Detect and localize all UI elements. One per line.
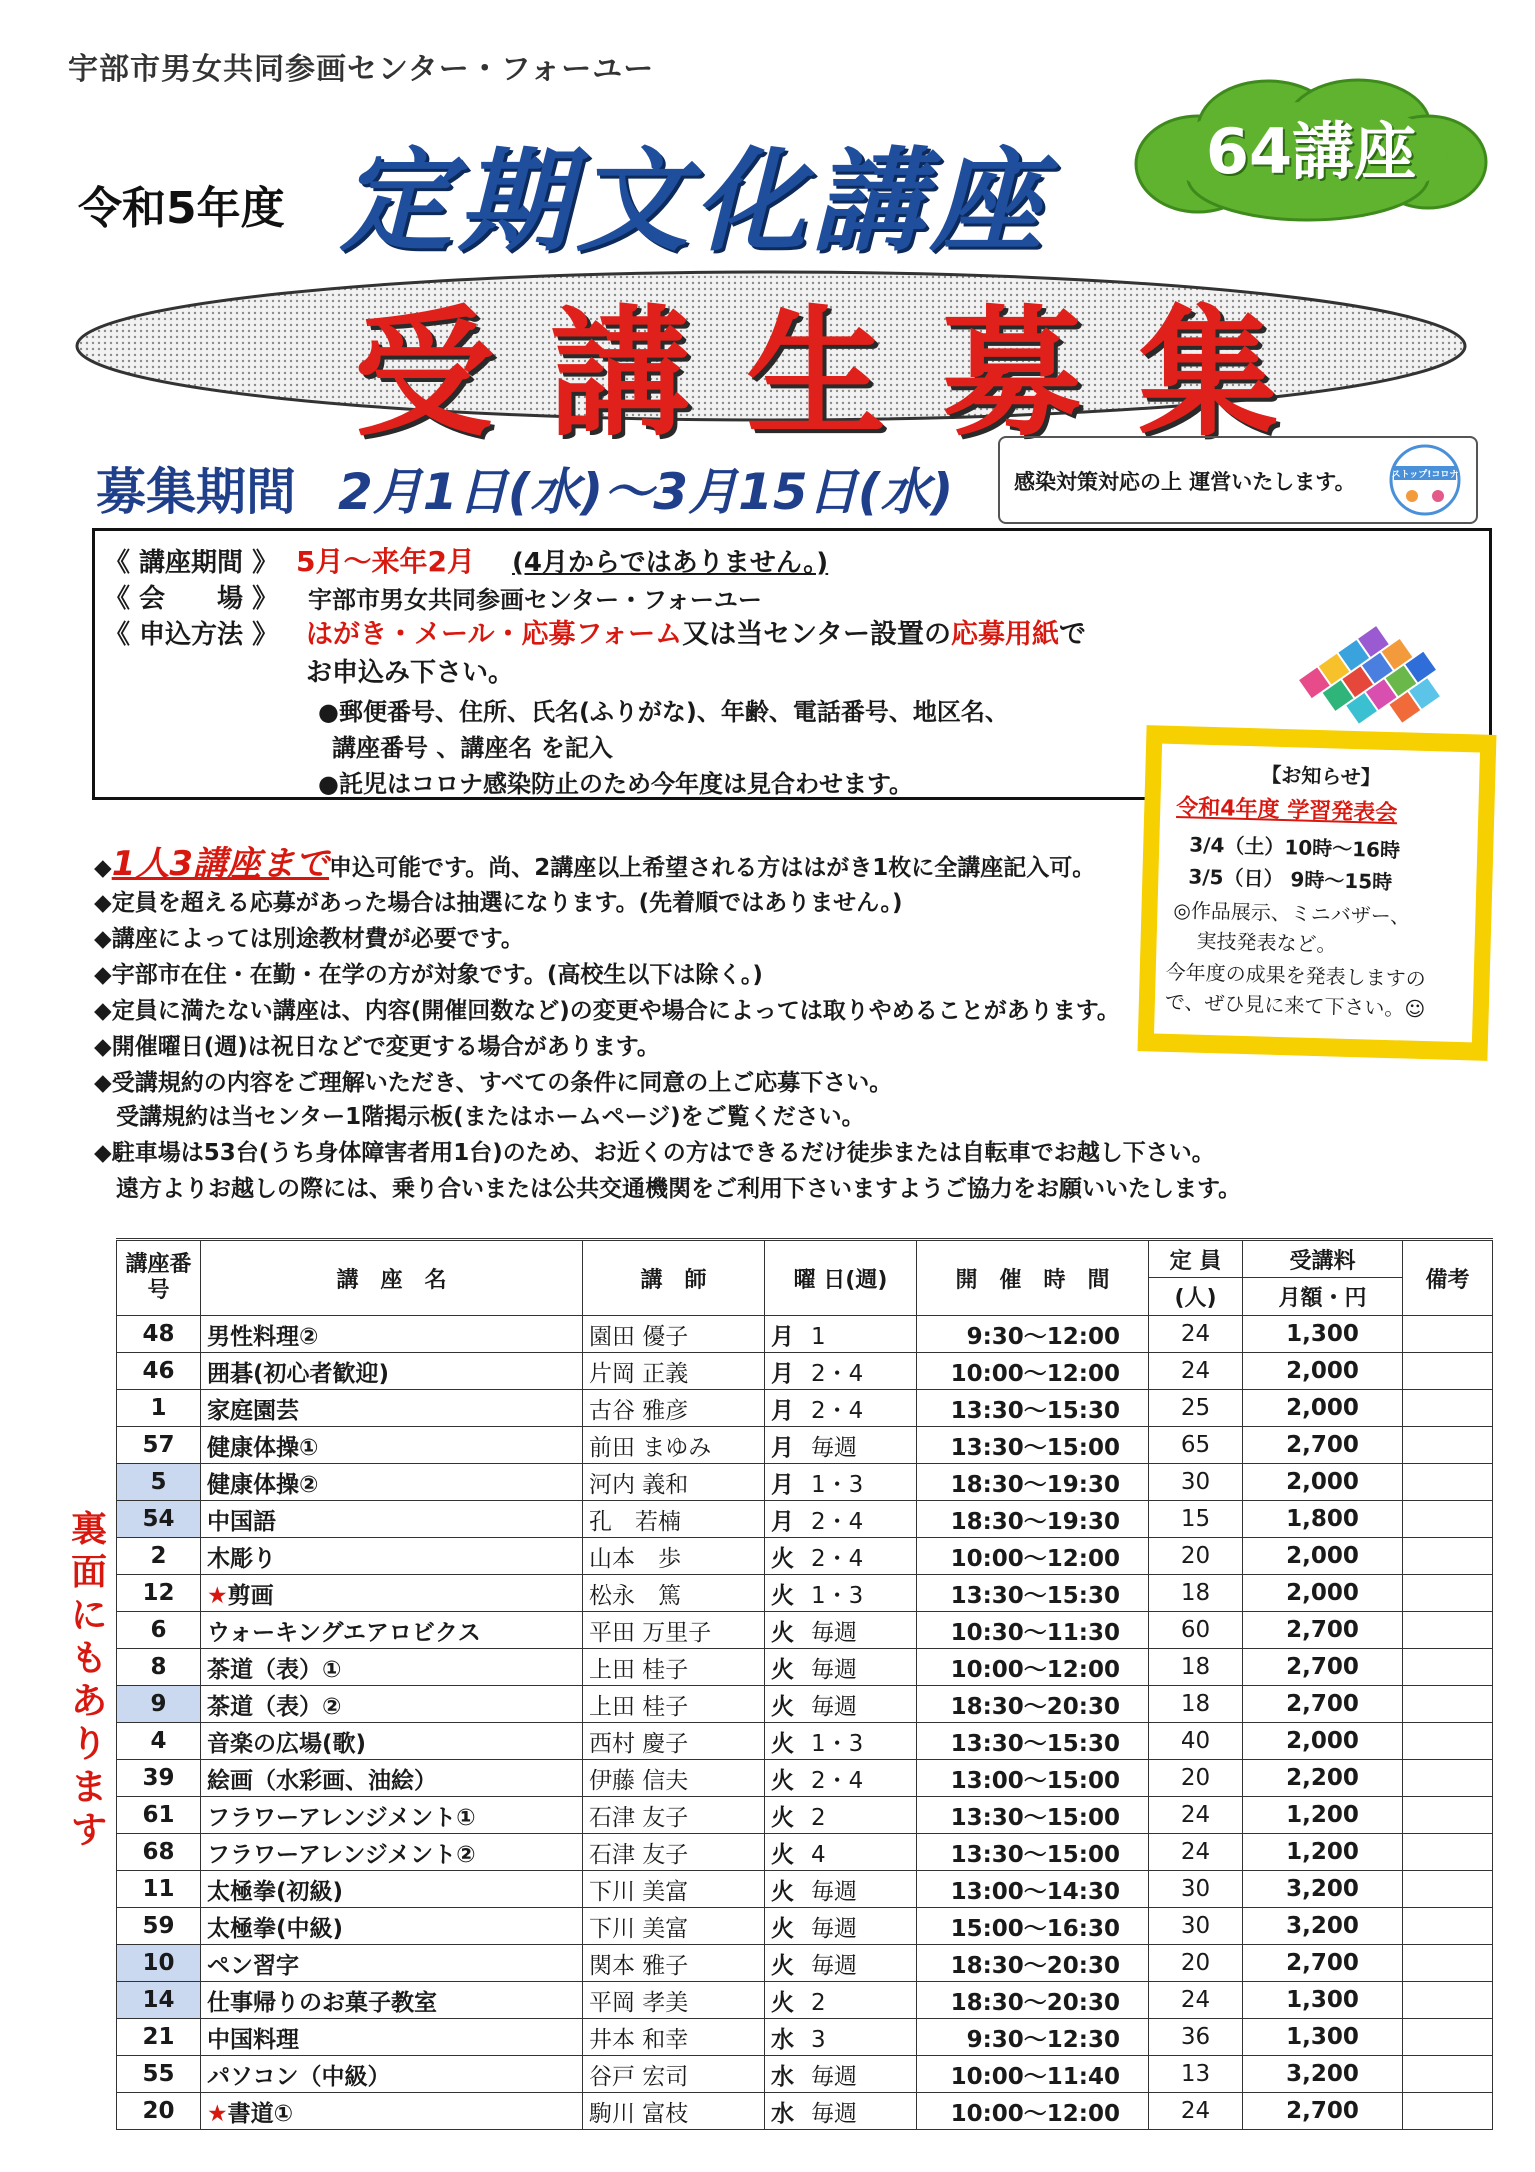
course-fee: 1,300	[1243, 1982, 1403, 2019]
course-fee: 1,200	[1243, 1834, 1403, 1871]
header-time: 開 催 時 間	[917, 1240, 1149, 1316]
course-teacher: 関本 雅子	[583, 1945, 765, 1982]
course-fee: 2,000	[1243, 1390, 1403, 1427]
course-name: 家庭園芸	[201, 1390, 583, 1427]
course-capacity: 20	[1149, 1945, 1243, 1982]
recruitment-banner: 受講生募集	[354, 293, 1335, 456]
course-capacity: 13	[1149, 2056, 1243, 2093]
course-number: 54	[117, 1501, 201, 1538]
course-day: 火 2・4	[765, 1538, 917, 1575]
course-time: 13:00～14:30	[917, 1871, 1149, 1908]
course-teacher: 孔 若楠	[583, 1501, 765, 1538]
course-day: 火 2・4	[765, 1760, 917, 1797]
course-name: ★書道①	[201, 2093, 583, 2130]
course-number: 46	[117, 1353, 201, 1390]
course-day: 火 毎週	[765, 1908, 917, 1945]
rule-1-rest: 申込可能です。尚、2講座以上希望される方ははがき1枚に全講座記入可。	[329, 855, 1096, 881]
course-capacity: 40	[1149, 1723, 1243, 1760]
course-name: 茶道（表）①	[201, 1649, 583, 1686]
course-day: 月 1	[765, 1316, 917, 1353]
course-fee: 2,000	[1243, 1575, 1403, 1612]
rule-1: ◆1人3講座まで申込可能です。尚、2講座以上希望される方ははがき1枚に全講座記入可。	[94, 844, 1096, 884]
course-fee: 2,700	[1243, 1945, 1403, 1982]
course-day: 火 毎週	[765, 1871, 917, 1908]
course-day: 火 毎週	[765, 1612, 917, 1649]
header-fee-unit: 月額・円	[1243, 1278, 1403, 1316]
course-capacity: 25	[1149, 1390, 1243, 1427]
table-row	[117, 1538, 1493, 1575]
course-number: 57	[117, 1427, 201, 1464]
course-name: パソコン（中級）	[201, 2056, 583, 2093]
course-capacity: 18	[1149, 1649, 1243, 1686]
course-time: 18:30～20:30	[917, 1982, 1149, 2019]
course-name: 仕事帰りのお菓子教室	[201, 1982, 583, 2019]
course-capacity: 24	[1149, 2093, 1243, 2130]
rule-4: ◆宇部市在住・在勤・在学の方が対象です。(高校生以下は除く。)	[94, 962, 763, 988]
course-number: 11	[117, 1871, 201, 1908]
apply-mid: 又は当センター設置の	[682, 619, 952, 650]
stop-corona-logo-icon	[1382, 442, 1468, 518]
organization-name: 宇部市男女共同参画センター・フォーユー	[68, 52, 655, 87]
course-fee: 3,200	[1243, 1871, 1403, 1908]
course-teacher: 下川 美富	[583, 1871, 765, 1908]
table-row	[117, 1612, 1493, 1649]
course-time: 10:00～12:00	[917, 2093, 1149, 2130]
course-fee: 3,200	[1243, 1908, 1403, 1945]
course-teacher: 駒川 富枝	[583, 2093, 765, 2130]
table-row	[117, 1908, 1493, 1945]
header-day: 曜 日(週)	[765, 1240, 917, 1316]
course-time: 18:30～20:30	[917, 1686, 1149, 1723]
course-teacher: 上田 桂子	[583, 1649, 765, 1686]
course-time: 10:30～11:30	[917, 1612, 1149, 1649]
course-teacher: 石津 友子	[583, 1797, 765, 1834]
rule-8: ◆駐車場は53台(うち身体障害者用1台)のため、お近くの方はできるだけ徒歩または自転車でお越し下さい。	[94, 1140, 1215, 1166]
course-note	[1403, 1982, 1493, 2019]
rule-8b: 遠方よりお越しの際には、乗り合いまたは公共交通機関をご利用下さいますようご協力をお願いいたします。	[116, 1176, 1242, 1202]
course-number: 10	[117, 1945, 201, 1982]
course-note	[1403, 2019, 1493, 2056]
course-fee: 1,800	[1243, 1501, 1403, 1538]
table-row	[117, 1797, 1493, 1834]
course-name: 中国語	[201, 1501, 583, 1538]
course-note	[1403, 1427, 1493, 1464]
table-row	[117, 1390, 1493, 1427]
table-row	[117, 1501, 1493, 1538]
course-teacher: 伊藤 信夫	[583, 1760, 765, 1797]
notice-inner	[1154, 744, 1480, 1043]
table-row	[117, 1464, 1493, 1501]
course-capacity: 20	[1149, 1760, 1243, 1797]
course-fee: 2,000	[1243, 1723, 1403, 1760]
course-note	[1403, 2093, 1493, 2130]
table-row	[117, 2019, 1493, 2056]
table-row	[117, 1982, 1493, 2019]
venue-value: 宇部市男女共同参画センター・フォーユー	[308, 586, 762, 614]
notice-line-6: で、ぜひ見に来て下さい。☺	[1164, 989, 1426, 1022]
course-time: 13:30～15:00	[917, 1834, 1149, 1871]
course-capacity: 24	[1149, 1982, 1243, 2019]
course-teacher: 片岡 正義	[583, 1353, 765, 1390]
course-fee: 2,000	[1243, 1464, 1403, 1501]
course-day: 火 2	[765, 1797, 917, 1834]
rule-6: ◆開催曜日(週)は祝日などで変更する場合があります。	[94, 1034, 660, 1060]
recruitment-period-value: 2月1日(水)～3月15日(水)	[338, 463, 954, 521]
venue-label: 《 会 場 》	[104, 584, 279, 614]
course-period-note: (4月からではありません。)	[512, 548, 829, 578]
course-time: 10:00～12:00	[917, 1649, 1149, 1686]
course-time: 13:30～15:30	[917, 1723, 1149, 1760]
course-capacity: 60	[1149, 1612, 1243, 1649]
course-fee: 3,200	[1243, 2056, 1403, 2093]
course-number: 14	[117, 1982, 201, 2019]
table-row	[117, 1649, 1493, 1686]
apply-bullet-2: ●託児はコロナ感染防止のため今年度は見合わせます。	[318, 770, 914, 798]
course-number: 55	[117, 2056, 201, 2093]
course-name: フラワーアレンジメント①	[201, 1797, 583, 1834]
rule-2: ◆定員を超える応募があった場合は抽選になります。(先着順ではありません。)	[94, 890, 903, 916]
course-time: 10:00～11:40	[917, 2056, 1149, 2093]
course-day: 火 1・3	[765, 1723, 917, 1760]
course-note	[1403, 1649, 1493, 1686]
course-number: 21	[117, 2019, 201, 2056]
apply-method-line	[306, 612, 1086, 651]
notice-date-1: 3/4（土）10時～16時	[1188, 832, 1401, 863]
notice-line-4: 実技発表など。	[1196, 928, 1337, 957]
course-name: 絵画（水彩画、油絵）	[201, 1760, 583, 1797]
course-teacher: 古谷 雅彦	[583, 1390, 765, 1427]
course-fee: 2,700	[1243, 2093, 1403, 2130]
course-time: 9:30～12:30	[917, 2019, 1149, 2056]
notice-line-3: ◎作品展示、ミニバザー、	[1173, 898, 1411, 929]
course-day: 火 毎週	[765, 1686, 917, 1723]
course-capacity: 30	[1149, 1871, 1243, 1908]
course-name: フラワーアレンジメント②	[201, 1834, 583, 1871]
course-fee: 2,200	[1243, 1760, 1403, 1797]
star-icon: ★	[207, 2100, 228, 2127]
course-time: 18:30～20:30	[917, 1945, 1149, 1982]
course-fee: 2,700	[1243, 1612, 1403, 1649]
course-time: 9:30～12:00	[917, 1316, 1149, 1353]
table-row	[117, 1945, 1493, 1982]
course-rows	[117, 1316, 1493, 2130]
rule-1-highlight: 1人3講座まで	[111, 844, 330, 884]
course-time: 13:30～15:00	[917, 1427, 1149, 1464]
course-fee: 2,700	[1243, 1427, 1403, 1464]
apply-line2: お申込み下さい。	[306, 658, 515, 688]
course-note	[1403, 1538, 1493, 1575]
notice-card	[1138, 725, 1497, 1061]
course-day: 水 3	[765, 2019, 917, 2056]
course-note	[1403, 1908, 1493, 1945]
course-capacity: 36	[1149, 2019, 1243, 2056]
course-capacity: 24	[1149, 1797, 1243, 1834]
apply-methods: はがき・メール・応募フォーム	[306, 619, 683, 650]
notice-line-5: 今年度の成果を発表しますの	[1165, 959, 1426, 992]
course-capacity: 15	[1149, 1501, 1243, 1538]
course-teacher: 平岡 孝美	[583, 1982, 765, 2019]
notice-heading: 【お知らせ】	[1260, 762, 1381, 790]
course-capacity: 18	[1149, 1686, 1243, 1723]
course-note	[1403, 1686, 1493, 1723]
table-row	[117, 1834, 1493, 1871]
covid-notice	[998, 436, 1478, 524]
course-capacity: 30	[1149, 1464, 1243, 1501]
course-fee: 2,000	[1243, 1353, 1403, 1390]
notice-title: 令和4年度 学習発表会	[1175, 795, 1398, 827]
course-note	[1403, 1760, 1493, 1797]
table-row	[117, 2056, 1493, 2093]
table-row	[117, 1427, 1493, 1464]
course-capacity: 18	[1149, 1575, 1243, 1612]
course-teacher: 下川 美富	[583, 1908, 765, 1945]
rule-7b: 受講規約は当センター1階掲示板(またはホームページ)をご覧ください。	[116, 1104, 865, 1130]
course-time: 15:00～16:30	[917, 1908, 1149, 1945]
course-note	[1403, 2056, 1493, 2093]
course-capacity: 65	[1149, 1427, 1243, 1464]
course-time: 13:30～15:30	[917, 1390, 1149, 1427]
table-row	[117, 1871, 1493, 1908]
course-capacity: 30	[1149, 1908, 1243, 1945]
course-day: 火 毎週	[765, 1649, 917, 1686]
course-note	[1403, 1612, 1493, 1649]
course-note	[1403, 1501, 1493, 1538]
course-time: 10:00～12:00	[917, 1353, 1149, 1390]
course-teacher: 平田 万里子	[583, 1612, 765, 1649]
course-note	[1403, 1464, 1493, 1501]
apply-method-label: 《 申込方法 》	[104, 620, 279, 650]
course-day: 火 4	[765, 1834, 917, 1871]
course-note	[1403, 1723, 1493, 1760]
recruitment-period-label: 募集期間	[96, 463, 296, 521]
course-fee: 2,000	[1243, 1538, 1403, 1575]
course-number: 20	[117, 2093, 201, 2130]
table-row	[117, 1723, 1493, 1760]
course-teacher: 井本 和幸	[583, 2019, 765, 2056]
course-day: 火 1・3	[765, 1575, 917, 1612]
main-title: 定期文化講座	[340, 137, 1048, 267]
course-number: 59	[117, 1908, 201, 1945]
course-fee: 2,700	[1243, 1686, 1403, 1723]
course-teacher: 西村 慶子	[583, 1723, 765, 1760]
header-capacity: 定 員	[1149, 1240, 1243, 1278]
header-teacher: 講 師	[583, 1240, 765, 1316]
table-row	[117, 1316, 1493, 1353]
course-day: 月 2・4	[765, 1353, 917, 1390]
course-capacity: 24	[1149, 1316, 1243, 1353]
course-period-label: 《 講座期間 》	[104, 548, 279, 578]
course-teacher: 石津 友子	[583, 1834, 765, 1871]
course-note	[1403, 1797, 1493, 1834]
course-name: 木彫り	[201, 1538, 583, 1575]
course-note	[1403, 1316, 1493, 1353]
course-name: 茶道（表）②	[201, 1686, 583, 1723]
course-note	[1403, 1353, 1493, 1390]
course-day: 火 毎週	[765, 1945, 917, 1982]
course-day: 月 2・4	[765, 1390, 917, 1427]
course-note	[1403, 1834, 1493, 1871]
course-time: 18:30～19:30	[917, 1464, 1149, 1501]
course-name: 中国料理	[201, 2019, 583, 2056]
course-number: 5	[117, 1464, 201, 1501]
course-teacher: 園田 優子	[583, 1316, 765, 1353]
course-time: 10:00～12:00	[917, 1538, 1149, 1575]
course-fee: 2,700	[1243, 1649, 1403, 1686]
course-day: 水 毎週	[765, 2093, 917, 2130]
course-day: 火 2	[765, 1982, 917, 2019]
course-note	[1403, 1945, 1493, 1982]
course-name: ★剪画	[201, 1575, 583, 1612]
course-number: 68	[117, 1834, 201, 1871]
course-number: 12	[117, 1575, 201, 1612]
course-time: 13:00～15:00	[917, 1760, 1149, 1797]
apply-end: で	[1059, 619, 1087, 650]
star-icon: ★	[207, 1582, 228, 1609]
course-day: 月 2・4	[765, 1501, 917, 1538]
course-name: 囲碁(初心者歓迎)	[201, 1353, 583, 1390]
header-num: 講座番号	[117, 1240, 201, 1316]
course-name: ペン習字	[201, 1945, 583, 1982]
course-time: 13:30～15:00	[917, 1797, 1149, 1834]
table-row	[117, 1575, 1493, 1612]
course-name: 太極拳(初級)	[201, 1871, 583, 1908]
course-teacher: 谷戸 宏司	[583, 2056, 765, 2093]
course-name: ウォーキングエアロビクス	[201, 1612, 583, 1649]
course-time: 13:30～15:30	[917, 1575, 1149, 1612]
header-fee: 受講料	[1243, 1240, 1403, 1278]
course-count: 64講座	[1205, 115, 1417, 188]
table-row	[117, 2093, 1493, 2130]
course-note	[1403, 1390, 1493, 1427]
course-day: 月 1・3	[765, 1464, 917, 1501]
course-teacher: 松永 篤	[583, 1575, 765, 1612]
table-row	[117, 1686, 1493, 1723]
course-period-value: 5月～来年2月	[296, 545, 475, 578]
course-time: 18:30～19:30	[917, 1501, 1149, 1538]
apply-bullet-1: ●郵便番号、住所、氏名(ふりがな)、年齢、電話番号、地区名、	[318, 698, 1009, 726]
course-table	[116, 1238, 1493, 2130]
rule-7: ◆受講規約の内容をご理解いただき、すべての条件に同意の上ご応募下さい。	[94, 1070, 893, 1096]
notice-date-2: 3/5（日） 9時～15時	[1188, 864, 1393, 895]
course-number: 48	[117, 1316, 201, 1353]
course-number: 6	[117, 1612, 201, 1649]
course-day: 月 毎週	[765, 1427, 917, 1464]
fiscal-year: 令和5年度	[78, 183, 285, 234]
course-name: 健康体操②	[201, 1464, 583, 1501]
course-number: 8	[117, 1649, 201, 1686]
apply-form: 応募用紙	[951, 619, 1060, 650]
course-teacher: 上田 桂子	[583, 1686, 765, 1723]
course-name: 健康体操①	[201, 1427, 583, 1464]
course-capacity: 24	[1149, 1353, 1243, 1390]
rule-3: ◆講座によっては別途教材費が必要です。	[94, 926, 524, 952]
back-side-note: 裏面にもあります	[70, 1509, 107, 1851]
course-fee: 1,200	[1243, 1797, 1403, 1834]
course-fee: 1,300	[1243, 1316, 1403, 1353]
covid-logo-text: ストップ!コロナ	[1391, 470, 1459, 480]
course-note	[1403, 1575, 1493, 1612]
course-capacity: 20	[1149, 1538, 1243, 1575]
apply-bullet-1b: 講座番号 、講座名 を記入	[332, 734, 613, 762]
course-teacher: 河内 義和	[583, 1464, 765, 1501]
course-number: 1	[117, 1390, 201, 1427]
table-row	[117, 1760, 1493, 1797]
covid-note-text: 感染対策対応の上 運営いたします。	[1014, 470, 1356, 494]
course-name: 太極拳(中級)	[201, 1908, 583, 1945]
course-note	[1403, 1871, 1493, 1908]
course-number: 61	[117, 1797, 201, 1834]
course-teacher: 前田 まゆみ	[583, 1427, 765, 1464]
course-number: 4	[117, 1723, 201, 1760]
course-teacher: 山本 歩	[583, 1538, 765, 1575]
course-capacity: 24	[1149, 1834, 1243, 1871]
table-row	[117, 1353, 1493, 1390]
header-name: 講 座 名	[201, 1240, 583, 1316]
course-number: 9	[117, 1686, 201, 1723]
header-note: 備考	[1403, 1240, 1493, 1316]
course-name: 男性料理②	[201, 1316, 583, 1353]
course-number: 39	[117, 1760, 201, 1797]
course-day: 水 毎週	[765, 2056, 917, 2093]
course-name: 音楽の広場(歌)	[201, 1723, 583, 1760]
course-fee: 1,300	[1243, 2019, 1403, 2056]
header-capacity-unit: (人)	[1149, 1278, 1243, 1316]
rule-5: ◆定員に満たない講座は、内容(開催回数など)の変更や場合によっては取りやめることがあります。	[94, 998, 1120, 1024]
course-number: 2	[117, 1538, 201, 1575]
